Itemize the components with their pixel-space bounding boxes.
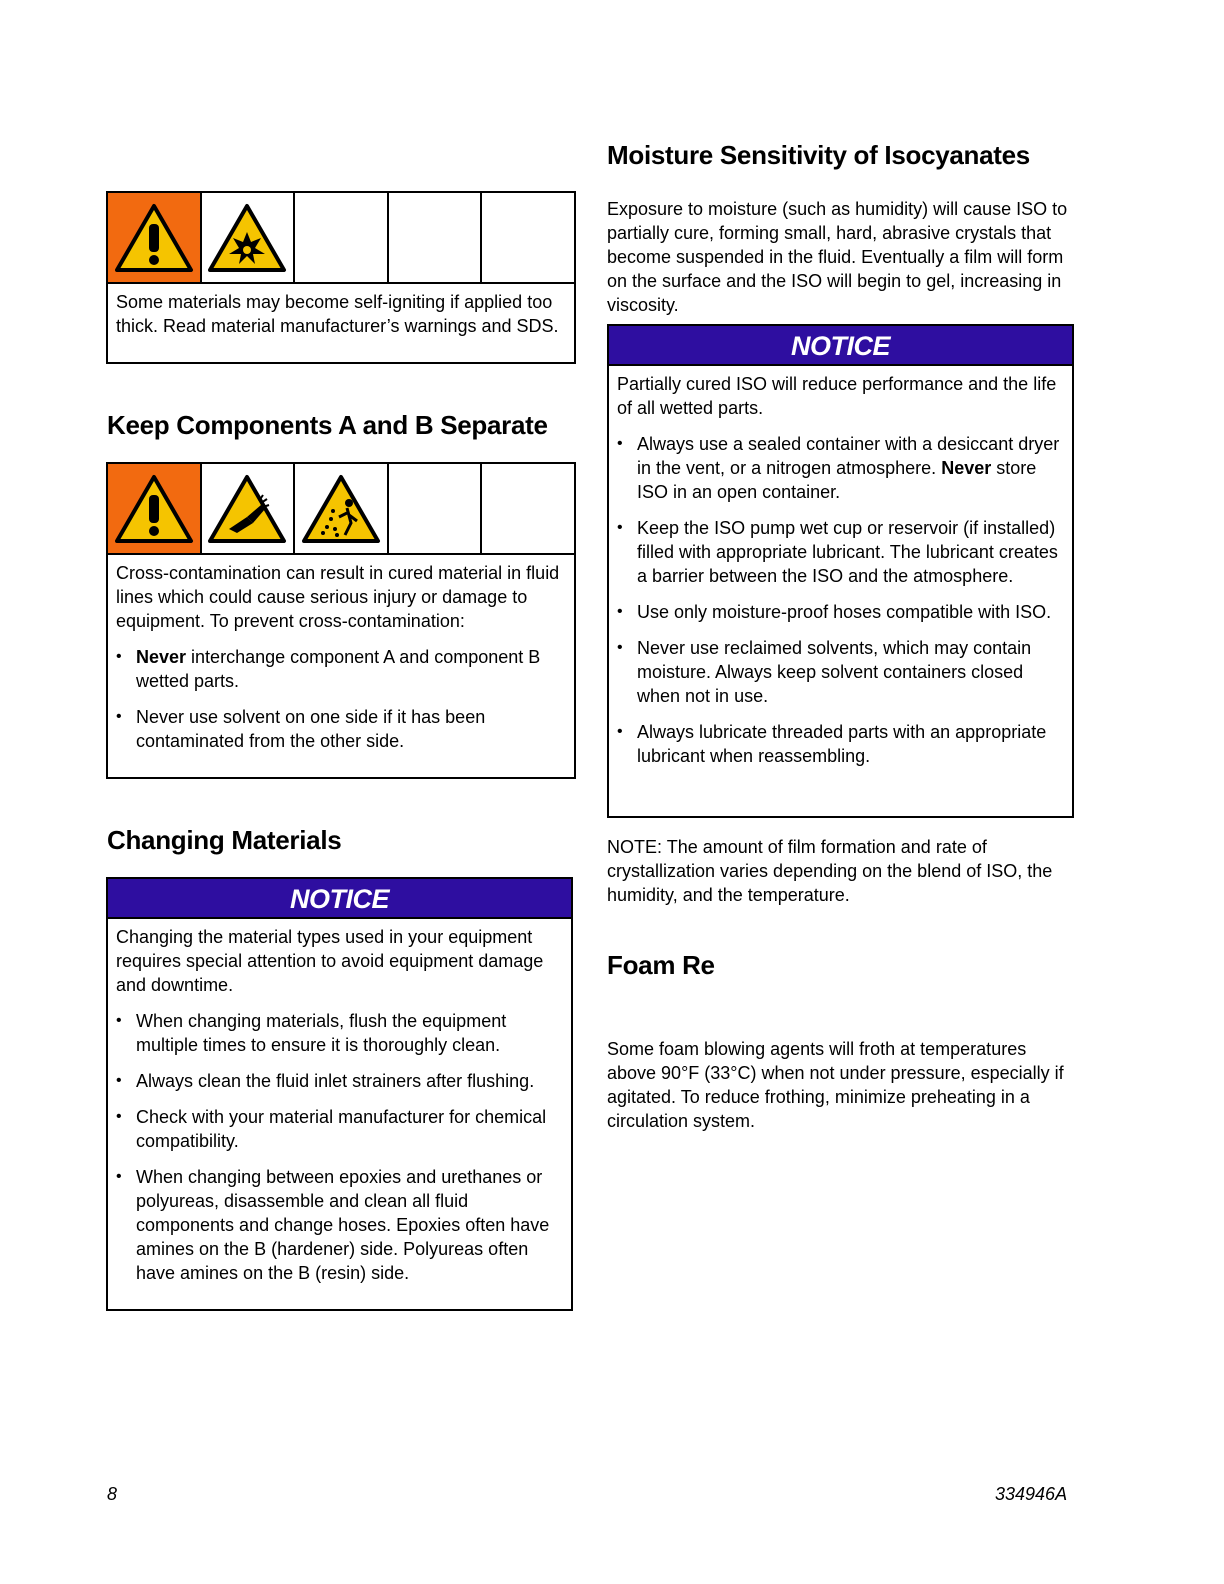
cross-contamination-warning-text	[108, 555, 574, 759]
changing-materials-notice	[106, 877, 573, 1311]
iso-notice	[607, 324, 1074, 818]
page-number: 8	[107, 1484, 118, 1504]
document-number: 334946A	[995, 1484, 1068, 1504]
empty-icon-cell	[482, 193, 574, 282]
explosion-hazard-icon	[202, 193, 296, 282]
list-item: • Always lubricate threaded parts with an appropriate lubricant when reassembling.	[617, 720, 1064, 768]
list-item: • Use only moisture-proof hoses compatible with ISO.	[617, 600, 1064, 624]
empty-icon-cell	[295, 193, 389, 282]
notice-title: NOTICE	[108, 879, 571, 919]
empty-icon-cell	[482, 464, 574, 553]
notice-intro: Changing the material types used in your equipment requires special attention to avoid equipment damage and downtime.	[116, 927, 544, 995]
list-item: • Never use solvent on one side if it has been contaminated from the other side.	[116, 705, 566, 753]
warning-exclamation-icon	[108, 464, 202, 553]
empty-icon-cell	[389, 464, 483, 553]
self-ignite-warning-text: Some materials may become self-igniting if applied too thick. Read material manufacturer’s warnings and SDS.	[116, 292, 559, 336]
heading-changing-materials: Changing Materials	[107, 825, 342, 855]
list-item: • When changing between epoxies and urethanes or polyureas, disassemble and clean all fluid components and change hoses. Epoxies often have amines on the B (hardener) side. Polyureas often have amines on the B (resin) side.	[116, 1165, 563, 1285]
notice-intro: Partially cured ISO will reduce performance and the life of all wetted parts.	[617, 374, 1057, 418]
note-paragraph	[607, 835, 1077, 907]
moisture-paragraph: Exposure to moisture (such as humidity) will cause ISO to partially cure, forming small, hard, abrasive crystals that become suspended in the fluid. Eventually a film will form on the surface and the ISO will begin to gel, increasing in viscosity.	[607, 199, 1068, 315]
list-item-text: interchange component A and component B wetted parts.	[136, 647, 541, 691]
notice-title: NOTICE	[609, 326, 1072, 366]
list-item	[617, 432, 1064, 504]
empty-icon-cell	[389, 193, 483, 282]
note-label: NOTE	[607, 837, 658, 857]
self-ignite-warning-box	[106, 191, 576, 364]
note-text: : The amount of film formation and rate of crystallization varies depending on the blend of ISO, the humidity, and the temperature.	[607, 837, 1053, 905]
cross-contamination-intro: Cross-contamination can result in cured material in fluid lines which could cause serious injury or damage to equipment. To prevent cross-contamination:	[116, 563, 560, 631]
heading-moisture-sensitivity: Moisture Sensitivity of Isocyanates	[607, 140, 1030, 170]
heading-foam: Foam Re	[607, 950, 715, 980]
list-item: • Keep the ISO pump wet cup or reservoir (if installed) filled with appropriate lubricant. The lubricant creates a barrier between the ISO and the atmosphere.	[617, 516, 1064, 588]
warning-exclamation-icon	[108, 193, 202, 282]
splash-hazard-icon	[295, 464, 389, 553]
list-item-text: store ISO in an open container.	[637, 458, 1037, 502]
list-item	[116, 645, 566, 693]
injection-hazard-icon	[202, 464, 296, 553]
list-item: • When changing materials, flush the equipment multiple times to ensure it is thoroughly clean.	[116, 1009, 563, 1057]
cross-contamination-warning-box	[106, 462, 576, 779]
list-item: • Always clean the fluid inlet strainers after flushing.	[116, 1069, 563, 1093]
list-item: • Check with your material manufacturer for chemical compatibility.	[116, 1105, 563, 1153]
list-item: • Never use reclaimed solvents, which may contain moisture. Always keep solvent containers closed when not in use.	[617, 636, 1064, 708]
list-item-text: Always use a sealed container with a desiccant dryer in the vent, or a nitrogen atmosphere.	[637, 434, 1060, 478]
heading-keep-components-separate: Keep Components A and B Separate	[107, 410, 548, 440]
emphasis-never: Never	[941, 458, 992, 478]
foam-paragraph: Some foam blowing agents will froth at temperatures above 90°F (33°C) when not under pressure, especially if agitated. To reduce frothing, minimize preheating in a circulation system.	[607, 1039, 1064, 1131]
emphasis-never: Never	[136, 647, 187, 667]
